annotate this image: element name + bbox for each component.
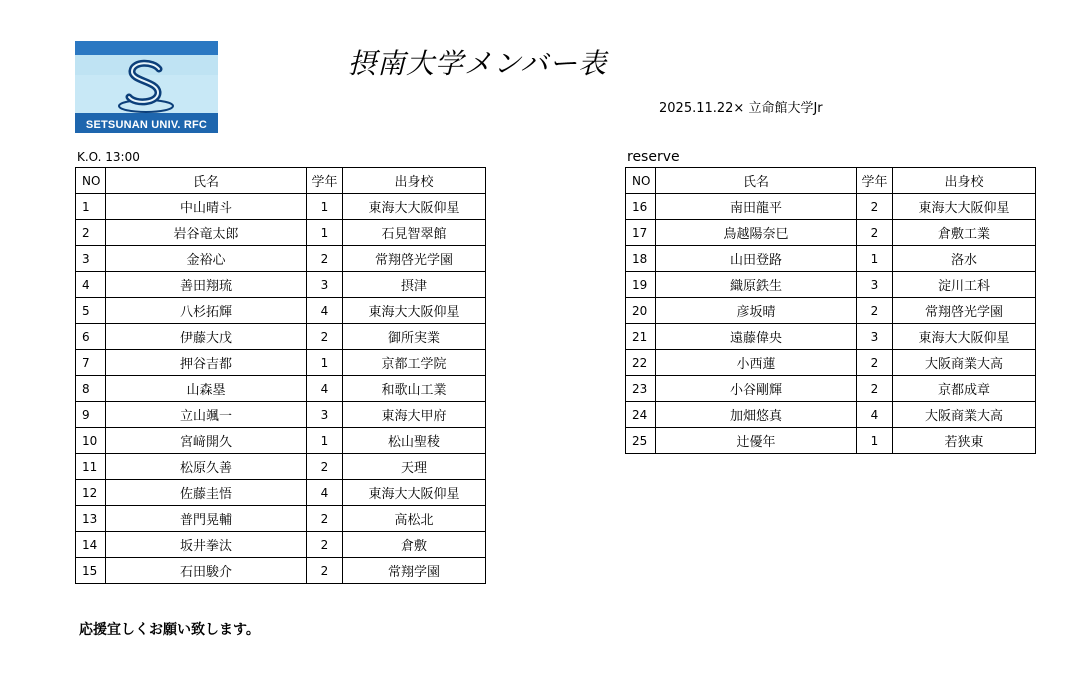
player-number: 14 [76,532,106,558]
player-grade: 1 [857,428,893,454]
player-school: 大阪商業大高 [893,350,1036,376]
starters-table [75,167,486,584]
player-number: 20 [626,298,656,324]
player-number: 3 [76,246,106,272]
player-grade: 3 [857,324,893,350]
player-number: 8 [76,376,106,402]
player-name: 善田翔琉 [106,272,307,298]
table-row [76,194,486,220]
player-school: 和歌山工業 [343,376,486,402]
player-school: 東海大大阪仰星 [343,194,486,220]
table-row [76,246,486,272]
player-name: 山田登路 [656,246,857,272]
footer-message: 応援宜しくお願い致します。 [79,622,260,638]
table-row [626,272,1036,298]
player-number: 2 [76,220,106,246]
player-grade: 4 [307,376,343,402]
player-number: 12 [76,480,106,506]
header-no: NO [626,168,656,194]
kickoff-time: K.O. 13:00 [77,150,140,164]
player-school: 洛水 [893,246,1036,272]
player-school: 東海大大阪仰星 [893,324,1036,350]
player-grade: 2 [857,298,893,324]
table-row [76,402,486,428]
player-number: 5 [76,298,106,324]
header-name: 氏名 [656,168,857,194]
table-row [76,298,486,324]
player-name: 加畑悠真 [656,402,857,428]
player-grade: 4 [857,402,893,428]
player-school: 常翔学園 [343,558,486,584]
player-grade: 2 [307,532,343,558]
player-grade: 2 [857,376,893,402]
player-school: 東海大大阪仰星 [343,480,486,506]
player-name: 佐藤圭悟 [106,480,307,506]
table-row [626,194,1036,220]
player-school: 若狭東 [893,428,1036,454]
reserve-label: reserve [627,149,680,165]
player-grade: 2 [307,324,343,350]
player-name: 普門晃輔 [106,506,307,532]
player-name: 岩谷竜太郎 [106,220,307,246]
player-grade: 1 [307,220,343,246]
player-number: 23 [626,376,656,402]
player-number: 11 [76,454,106,480]
page-title: 摂南大学メンバー表 [348,47,608,80]
table-row [76,558,486,584]
player-name: 遠藤偉央 [656,324,857,350]
player-school: 天理 [343,454,486,480]
player-name: 石田駿介 [106,558,307,584]
player-number: 7 [76,350,106,376]
reserves-table [625,167,1036,454]
player-name: 小谷剛輝 [656,376,857,402]
player-school: 常翔啓光学園 [343,246,486,272]
player-school: 倉敷工業 [893,220,1036,246]
table-row [76,272,486,298]
player-school: 御所実業 [343,324,486,350]
player-school: 京都工学院 [343,350,486,376]
table-header-row [76,168,486,194]
player-number: 15 [76,558,106,584]
header-grade: 学年 [307,168,343,194]
table-row [76,324,486,350]
table-row [76,454,486,480]
player-grade: 2 [307,246,343,272]
player-number: 19 [626,272,656,298]
table-row [76,350,486,376]
table-row [626,376,1036,402]
player-grade: 4 [307,480,343,506]
player-school: 摂津 [343,272,486,298]
player-school: 倉敷 [343,532,486,558]
player-number: 21 [626,324,656,350]
player-name: 伊藤大戊 [106,324,307,350]
player-number: 18 [626,246,656,272]
player-name: 鳥越陽奈巳 [656,220,857,246]
player-name: 織原鉄生 [656,272,857,298]
player-number: 22 [626,350,656,376]
table-row [76,428,486,454]
player-name: 中山晴斗 [106,194,307,220]
player-name: 金裕心 [106,246,307,272]
table-row [76,532,486,558]
table-row [76,480,486,506]
player-grade: 1 [307,428,343,454]
player-name: 押谷吉都 [106,350,307,376]
player-grade: 4 [307,298,343,324]
player-name: 南田龍平 [656,194,857,220]
logo-band-top [75,41,218,55]
player-number: 9 [76,402,106,428]
player-number: 17 [626,220,656,246]
player-number: 24 [626,402,656,428]
player-grade: 3 [857,272,893,298]
setsunan-rfc-logo [75,41,218,133]
player-grade: 2 [307,558,343,584]
player-number: 16 [626,194,656,220]
header-name: 氏名 [106,168,307,194]
player-grade: 1 [307,194,343,220]
player-school: 常翔啓光学園 [893,298,1036,324]
player-school: 京都成章 [893,376,1036,402]
player-name: 宮﨑開久 [106,428,307,454]
player-school: 松山聖稜 [343,428,486,454]
player-school: 高松北 [343,506,486,532]
table-row [76,220,486,246]
player-school: 大阪商業大高 [893,402,1036,428]
table-row [626,220,1036,246]
player-grade: 2 [857,220,893,246]
player-number: 6 [76,324,106,350]
table-row [626,402,1036,428]
table-header-row [626,168,1036,194]
player-grade: 2 [307,454,343,480]
player-school: 東海大甲府 [343,402,486,428]
player-name: 小西蓮 [656,350,857,376]
player-number: 13 [76,506,106,532]
header-school: 出身校 [343,168,486,194]
player-name: 八杉拓輝 [106,298,307,324]
player-number: 4 [76,272,106,298]
player-grade: 3 [307,402,343,428]
header-school: 出身校 [893,168,1036,194]
player-name: 立山颯一 [106,402,307,428]
header-no: NO [76,168,106,194]
player-name: 松原久善 [106,454,307,480]
player-grade: 3 [307,272,343,298]
table-row [626,428,1036,454]
player-grade: 2 [307,506,343,532]
player-grade: 1 [307,350,343,376]
logo-text: SETSUNAN UNIV. RFC [85,119,208,131]
player-name: 坂井拳汰 [106,532,307,558]
player-name: 彦坂晴 [656,298,857,324]
match-info: 2025.11.22× 立命館大学Jr [659,101,823,116]
table-row [626,298,1036,324]
player-grade: 2 [857,350,893,376]
player-name: 辻優年 [656,428,857,454]
player-grade: 1 [857,246,893,272]
player-school: 東海大大阪仰星 [343,298,486,324]
table-row [76,376,486,402]
table-row [626,324,1036,350]
player-school: 石見智翠館 [343,220,486,246]
player-name: 山森塁 [106,376,307,402]
logo-s-emblem-icon [115,59,177,115]
player-number: 1 [76,194,106,220]
player-school: 東海大大阪仰星 [893,194,1036,220]
player-number: 10 [76,428,106,454]
table-row [76,506,486,532]
player-grade: 2 [857,194,893,220]
table-row [626,350,1036,376]
player-number: 25 [626,428,656,454]
player-school: 淀川工科 [893,272,1036,298]
table-row [626,246,1036,272]
header-grade: 学年 [857,168,893,194]
